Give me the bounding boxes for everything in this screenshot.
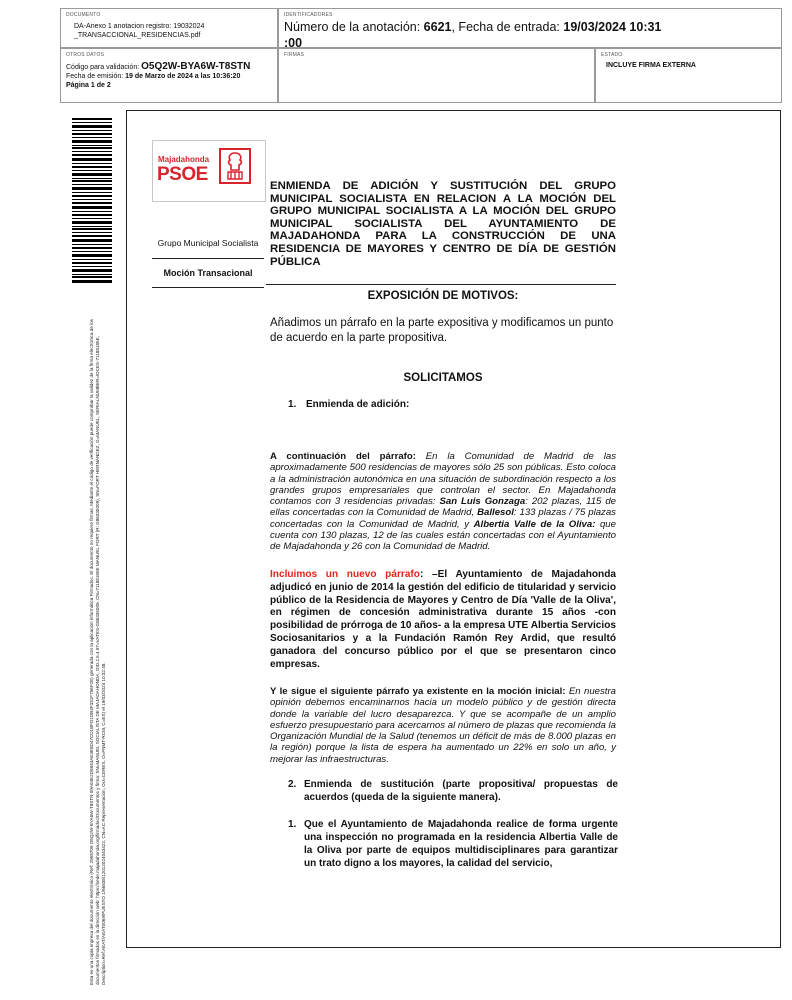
validation-barcode xyxy=(72,118,112,283)
item-inspeccion-number: 1. xyxy=(288,819,297,830)
estado-value: INCLUYE FIRMA EXTERNA xyxy=(606,62,696,69)
entry-number: 6621 xyxy=(423,20,452,34)
item-sustitucion-number: 2. xyxy=(288,779,297,790)
document-file-name: DA-Anexo 1 anotacion registro: 19032024 _TRANSACCIONAL_RESIDENCIAS.pdf xyxy=(74,23,205,39)
p4-text: En nuestra opinión debemos encaminarnos hacia un modelo público y de gestión directa donde la variable del lucro desaparezca. Y que se acompañe de un amplio esfuerzo presupuestario para acercarnos al número de plazas que recomienda la Organización Mundial de la Salud (tenemos un déficit de más de 8.000 plazas en la región) porque la lista de espera ha aumentado un 22% en solo un año, y mejorar las infraestructuras. xyxy=(270,686,616,765)
documento-caption: DOCUMENTO xyxy=(66,12,101,18)
entry-date-label: , Fecha de entrada: xyxy=(451,20,564,34)
item-sustitucion xyxy=(288,778,618,804)
otros-datos-cell xyxy=(60,48,278,103)
electronic-copy-notice: Esta es una copia impresa del documento electrónico (Ref: 2958709 O5Q2W-BYA6W-T8STN 09A04E2D5844AE3E8D47CD1BFD1DB4F331F756F2E) generada con la aplicación informática Firmadoc. El documento no requiere firmas. Mediante el código de verificación puede comprobar la validez de la firma electrónica de los documentos firmados en la dirección web: https://sede.majadahonda.org/firmadoc/Documentos y firma: SN=MANUEL SOCIALISTA DE MAJADAHONDA, OID.2.5.4.97=VATES-G86335009, CN=71188185E MANUEL FORT (R: G86335009), SN=FORT HERNÁNDEZ, G=MANUEL, SERIALNUMBER=IDCES-71188185E, Description=Ref:AEAT/AEAT0069/PUESTO 1/66838/12012024043422, CN=AC Representación, OU=CERES, O=FNMT-RCM, C=ES) el 19/03/2024 10:32:48. xyxy=(89,319,106,985)
registry-entry-line xyxy=(284,19,776,48)
motion-type: Moción Transacional xyxy=(152,259,264,288)
estado-caption: ESTADO xyxy=(601,52,623,58)
solicitamos-heading: SOLICITAMOS xyxy=(403,372,483,384)
identificadores-cell xyxy=(278,8,782,48)
left-column xyxy=(152,238,264,288)
p3-text: : –El Ayuntamiento de Majadahonda adjudicó en junio de 2014 la gestión del edificio de titularidad y servicio público de la Residencia de Mayores y Centro de Día 'Valle de la Oliva', en régimen de concesión administrativa durante 15 años -con posibilidad de prórroga de 10 años- a la empresa UTE Albertia Servicios Sociosanitarios y a la Fundación Ramón Rey Ardid, que resultó ganadora del concurso público por el que se presentaron cinco empresas. xyxy=(270,569,616,670)
logo-city: Majadahonda xyxy=(158,155,210,164)
item-inspeccion-text: Que el Ayuntamiento de Majadahonda realice de forma urgente una inspección no programada en la residencia Albertia Valle de la Oliva por parte de equipos multidisciplinares para garantizar un trato digno a los mayores, la calidad del servicio, xyxy=(304,819,618,869)
verification-footer-area xyxy=(68,290,128,990)
item-inspeccion xyxy=(288,818,618,870)
p3-lead: Incluimos un nuevo párrafo xyxy=(270,569,420,580)
emission-date: 19 de Marzo de 2024 a las 10:36:20 xyxy=(125,73,241,80)
item-sustitucion-text: Enmienda de sustitución (parte propositiva/ propuestas de acuerdos (queda de la siguiente manera). xyxy=(304,779,618,803)
identificadores-caption: IDENTIFICADORES xyxy=(284,12,333,18)
item-adicion-label: Enmienda de adición: xyxy=(306,399,410,410)
title-divider xyxy=(266,284,616,285)
paragraph-continuacion: A continuación del párrafo: En la Comunidad de Madrid de las aproximadamente 500 residencias de mayores sólo 25 son públicas. Esto coloca a la administración autonómica en una situación de subordinación respecto a los grandes grupos empresariales que controlan el sector. En Majadahonda contamos con 3 residencias privadas: San Luis Gonzaga: 202 plazas, 115 de ellas concertadas con la Comunidad de Madrid, Ballesol: 133 plazas / 75 plazas concertadas con la Comunidad de Madrid, y Albertia Valle de la Oliva: que cuenta con 130 plazas, 12 de las cuales están concertadas con el Ayuntamiento de Majadahonda y 26 con la Comunidad de Madrid. xyxy=(270,451,616,553)
document-header xyxy=(60,8,782,103)
entry-date-seconds: :00 xyxy=(284,36,303,48)
estado-cell xyxy=(595,48,782,103)
paragraph-existente xyxy=(270,686,616,765)
firmas-cell xyxy=(278,48,595,103)
firmas-caption: FIRMAS xyxy=(284,52,305,58)
validation-code-line xyxy=(66,62,272,72)
p4-lead: Y le sigue el siguiente párrafo ya existente en la moción inicial: xyxy=(270,686,566,697)
p2-lead: A continuación del párrafo: xyxy=(270,451,416,462)
emission-date-label: Fecha de emisión: xyxy=(66,73,126,80)
document-title: ENMIENDA DE ADICIÓN Y SUSTITUCIÓN DEL GRUPO MUNICIPAL SOCIALISTA EN RELACION A LA MOCIÓN DEL GRUPO MUNICIPAL SOCIALISTA A LA MOCIÓN DEL GRUPO MUNICIPAL SOCIALISTA DEL AYUNTAMIENTO DE MAJADAHONDA PARA LA CONSTRUCCIÓN DE UNA RESIDENCIA DE MAYORES Y CENTRO DE DÍA DE GESTIÓN PÚBLICA xyxy=(270,180,616,268)
group-name: Grupo Municipal Socialista xyxy=(152,238,264,259)
otros-datos-caption: OTROS DATOS xyxy=(66,52,105,58)
exposicion-heading: EXPOSICIÓN DE MOTIVOS: xyxy=(367,290,519,302)
validation-code-label: Código para validación: xyxy=(66,64,142,71)
psoe-logo xyxy=(152,140,266,202)
item-adicion xyxy=(288,399,409,410)
entry-number-label: Número de la anotación: xyxy=(284,20,424,34)
documento-cell xyxy=(60,8,278,48)
rose-fist-icon xyxy=(219,148,251,184)
validation-code: O5Q2W-BYA6W-T8STN xyxy=(141,61,251,72)
paragraph-nuevo xyxy=(270,569,616,671)
page-count: Página 1 de 2 xyxy=(66,82,111,89)
item-adicion-number: 1. xyxy=(288,399,297,410)
logo-brand: PSOE xyxy=(157,164,208,185)
emission-date-line xyxy=(66,72,272,81)
entry-date: 19/03/2024 10:31 xyxy=(563,20,662,34)
intro-paragraph: Añadimos un párrafo en la parte expositiva y modificamos un punto de acuerdo en la parte propositiva. xyxy=(270,317,614,344)
